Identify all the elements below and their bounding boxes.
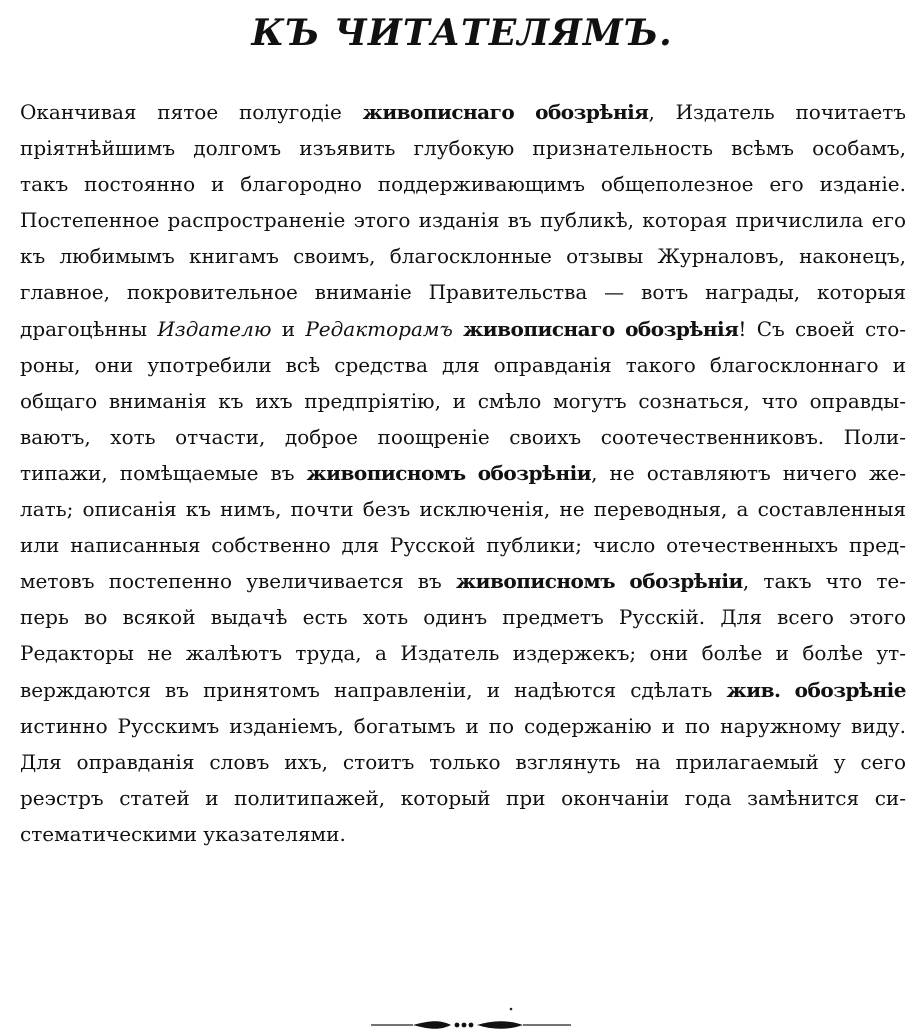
text-segment: реэстръ статей и политипажей, который при окончаніи года замѣнится си- — [20, 785, 906, 810]
text-segment: пріятнѣйшимъ долгомъ изъявить глубокую признательность всѣмъ особамъ, — [20, 136, 906, 161]
text-line — [20, 563, 906, 599]
emphasized-phrase: живописнаго обозрѣнія — [362, 100, 649, 124]
italic-phrase: Редакторамъ — [305, 316, 453, 341]
text-line — [20, 274, 906, 310]
text-segment: стематическими указателями. — [20, 821, 346, 846]
text-line — [20, 419, 906, 455]
text-line — [20, 816, 906, 852]
text-segment: Оканчивая пятое полугодіе — [20, 100, 363, 124]
text-segment: типажи, помѣщаемые въ — [20, 460, 307, 485]
text-segment: къ любимымъ книгамъ своимъ, благосклонные отзывы Журналовъ, наконецъ, — [20, 244, 906, 269]
text-line — [20, 166, 906, 202]
text-line — [20, 744, 906, 780]
text-segment: перь во всякой выдачѣ есть хоть одинъ предметъ Русскій. Для всего этого — [20, 605, 906, 630]
text-line — [20, 491, 906, 527]
emphasized-phrase: жив. обозрѣніе — [726, 677, 906, 702]
text-segment: верждаются въ принятомъ направленіи, и надѣются сдѣлать — [20, 677, 727, 702]
text-line — [20, 347, 906, 383]
text-line — [20, 383, 906, 419]
text-segment: истинно Русскимъ изданіемъ, богатымъ и по содержанію и по наружному виду. — [20, 713, 906, 738]
text-line — [20, 780, 906, 816]
text-segment: лать; описанія къ нимъ, почти безъ исключенія, не переводныя, а составленныя — [20, 497, 906, 522]
text-line — [20, 635, 906, 671]
ornament-divider — [371, 1006, 571, 1032]
text-segment: драгоцѣнны — [20, 316, 158, 341]
text-segment: метовъ постепенно увеличивается въ — [20, 569, 456, 594]
text-segment: Постепенное распространеніе этого изданія въ публикѣ, которая причислила его — [20, 208, 906, 233]
text-line — [20, 94, 906, 130]
text-segment: такъ постоянно и благородно поддерживающимъ общеполезное его изданіе. — [20, 172, 906, 197]
text-segment: Для оправданія словъ ихъ, стоитъ только взглянуть на прилагаемый у сего — [20, 749, 906, 774]
text-line — [20, 708, 906, 744]
text-line — [20, 311, 906, 347]
emphasized-phrase: живописнаго обозрѣнія — [463, 316, 739, 341]
text-line — [20, 455, 906, 491]
text-segment: общаго вниманія къ ихъ предпріятію, и смѣло могутъ сознаться, что оправды- — [20, 388, 906, 413]
text-line — [20, 527, 906, 563]
text-segment: и — [271, 316, 306, 341]
text-segment: роны, они употребили всѣ средства для оправданія такого благосклоннаго и — [20, 352, 906, 377]
text-segment: , Издатель почитаетъ — [648, 100, 906, 124]
text-segment: ! Съ своей сто- — [738, 316, 907, 341]
text-segment — [453, 317, 463, 341]
text-line — [20, 130, 906, 166]
body-paragraph — [20, 94, 906, 852]
text-segment: , не оставляютъ ничего же- — [591, 460, 906, 485]
text-segment: Редакторы не жалѣютъ труда, а Издатель издержекъ; они болѣе и болѣе ут- — [20, 641, 906, 666]
text-segment: ваютъ, хоть отчасти, доброе поощреніе своихъ соотечественниковъ. Поли- — [20, 424, 906, 449]
text-line — [20, 202, 906, 238]
emphasized-phrase: живописномъ обозрѣніи — [455, 569, 743, 594]
emphasized-phrase: живописномъ обозрѣніи — [306, 460, 592, 485]
text-line — [20, 238, 906, 274]
text-segment: главное, покровительное вниманіе Правительства — вотъ награды, которыя — [20, 280, 906, 305]
text-segment: , такъ что те- — [742, 569, 906, 594]
text-line — [20, 599, 906, 635]
page-title: КЪ ЧИТАТЕЛЯМЪ. — [251, 12, 673, 54]
italic-phrase: Издателю — [157, 316, 272, 341]
text-line — [20, 672, 906, 708]
text-segment: или написанныя собственно для Русской публики; число отечественныхъ пред- — [20, 533, 906, 558]
